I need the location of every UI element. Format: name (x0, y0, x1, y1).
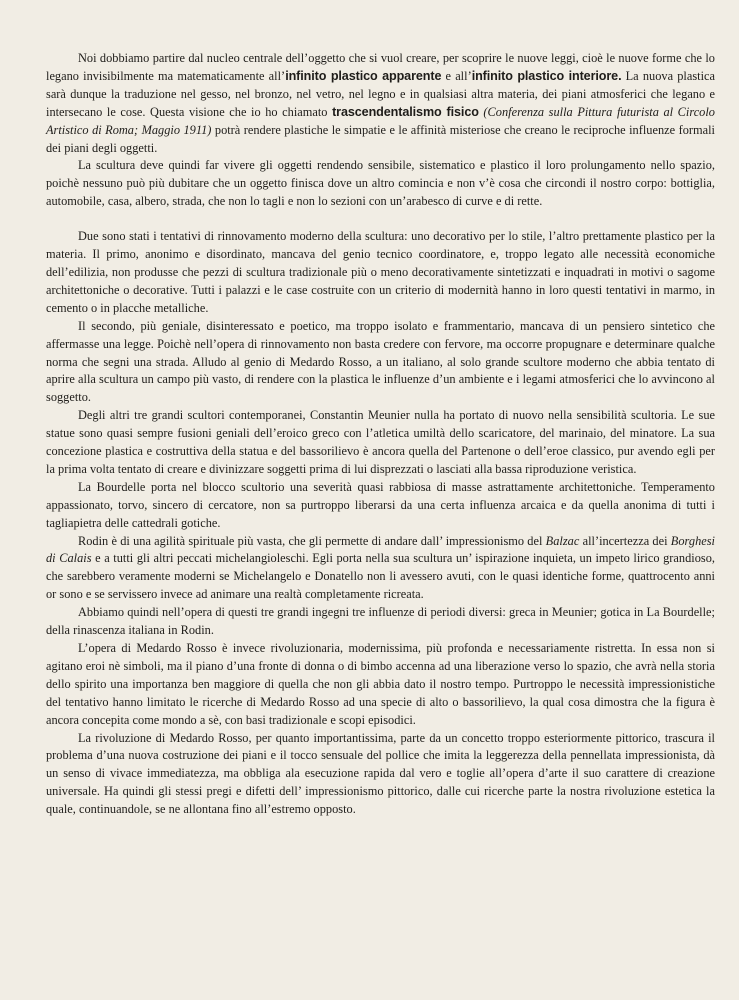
text-run: e all’ (441, 68, 472, 83)
para-medardo-rosso (46, 640, 715, 730)
text-run: L’opera di Medardo Rosso è invece rivoluzionaria, modernissima, più profonda e necessariamente ristretta. In essa non si agitano eroi nè simboli, ma il piano d’una fronte di donna o di bimbo accenna ad una liberazione verso lo spazio, che avrà nella storia dello spirito una importanza ben maggiore di quella che non gli abbia dato il nostro tempo. Purtroppo le necessità impressionistiche del tentativo hanno limitato le ricerche di Medardo Rosso ad una specie di alto o bassorilievo, la qual cosa dimostra che la figura è ancora concepita come mondo a sè, con basi tradizionale e scopi episodici. (46, 641, 715, 727)
text-run: Noi dobbiamo partire dal nucleo centrale dell’oggetto che si vuol creare, per scoprire le nuove leggi, cioè le nuove forme che lo legano invisibilmente ma matematicamente all’ (46, 51, 715, 83)
text-run: all’incertezza dei (579, 533, 671, 548)
text-run: e a tutti gli altri peccati michelangioleschi. Egli porta nella sua scultura un’ ispirazione inquieta, un impeto lirico grandioso, che sarebbero veramente moderni se Michelangelo e Donatello non li avessero avuti, con le quasi identiche forme, quattrocento anni or sono e se servissero invece ad animare una realtà completamente ricreata. (46, 551, 715, 602)
emphasized-term: infinito plastico apparente (285, 68, 442, 83)
para-rivoluzione (46, 730, 715, 820)
para-scultura-oggetti (46, 157, 715, 211)
text-run: potrà rendere plastiche le simpatie e le affinità misteriose che creano le reciproche influenze formali dei piani degli oggetti. (46, 122, 715, 155)
emphasized-term: trascendentalismo fisico (332, 104, 479, 119)
text-run: Il secondo, più geniale, disinteressato e poetico, ma troppo isolato e frammentario, mancava di un pensiero sintetico che affermasse una legge. Poichè nell’opera di rinnovamento non basta credere con fervore, ma occorre propugnare e determinare qualche norma che segni una strada. Alludo al genio di Medardo Rosso, a un italiano, al solo grande scultore moderno che abbia tentato di aprire alla scultura un campo più vasto, di rendere con la plastica le influenze d’un ambiente e i legami atmosferici che lo avvincono al soggetto. (46, 318, 715, 405)
para-tre-influenze (46, 604, 715, 640)
emphasized-term: infinito plastico interiore. (471, 68, 622, 83)
italic-reference: Balzac (545, 533, 580, 548)
italic-reference: (Conferenza sulla Pittura futurista al Circolo Artistico di Roma; Maggio 1911) (46, 104, 715, 137)
para-il-secondo (46, 318, 715, 408)
italic-reference: Borghesi di Calais (46, 533, 715, 566)
text-run: La rivoluzione di Medardo Rosso, per quanto importantissima, parte da un concetto troppo esteriormente pittorico, trascura il problema d’una nuova costruzione dei piani e il tocco sensuale del pollice che imita la leggerezza della pennellata impressionista, dà un senso di vivace immediatezza, ma obbliga ala esecuzione rapida dal vero e toglie all’opera d’arte il suo carattere di creazione universale. Ha quindi gli stessi pregi e difetti dell’ impressionismo pittorico, dalle cui ricerche parte la nostra rivoluzione estetica la quale, continuandole, se ne allontana fino all’estremo opposto. (46, 730, 715, 817)
text-run: Degli altri tre grandi scultori contemporanei, Constantin Meunier nulla ha portato di nuovo nella sensibilità scultoria. Le sue statue sono quasi sempre fusioni geniali dell’eroico greco con l’atletica umiltà dello scaricatore, del marinaio, del minatore. La sua concezione plastica e costruttiva della statua e del bassorilievo è ancora quella del Partenone o dell’eroe classico, pur avendo egli per la prima volta tentato di creare e divinizzare soggetti prima di lui disprezzati o lasciati alla bassa riproduzione veristica. (46, 408, 715, 476)
text-run: Rodin è di una agilità spirituale più vasta, che gli permette di andare dall’ impressionismo del (78, 533, 546, 548)
para-bourdelle (46, 479, 715, 533)
para-tentativi-rinnovamento (46, 228, 715, 318)
para-nucleo-centrale (46, 50, 715, 157)
text-run: La nuova plastica sarà dunque la traduzione nel gesso, nel bronzo, nel vetro, nel legno e in qualsiasi altra materia, dei piani atmosferici che legano e intersecano le cose. Questa visione che io ho chiamato (46, 68, 716, 119)
para-rodin (46, 533, 715, 605)
para-meunier (46, 407, 715, 479)
text-run: Due sono stati i tentativi di rinnovamento moderno della scultura: uno decorativo per lo stile, l’altro prettamente plastico per la materia. Il primo, anonimo e disordinato, mancava del genio tecnico coordinatore, e, troppo legato alle necessità economiche dell’edilizia, non produsse che pezzi di scultura tradizionale più o meno decorativamente sintetizzati e inquadrati in motivi o sagome architettoniche o decorative. Tutti i palazzi e le case costruite con un criterio di modernità hanno in loro questi tentativi in marmo, in cemento o in placche metalliche. (46, 229, 715, 315)
text-run: La Bourdelle porta nel blocco scultorio una severità quasi rabbiosa di masse astrattamente architettoniche. Temperamento appassionato, torvo, sincero di cercatore, non sa purtroppo liberarsi da una certa influenza arcaica e da quella anonima di tutti i tagliapietra delle cattedrali gotiche. (46, 479, 715, 530)
text-run: La scultura deve quindi far vivere gli oggetti rendendo sensibile, sistematico e plastico il loro prolungamento nello spazio, poichè nessuno può più dubitare che un oggetto finisca dove un altro comincia e non v’è cosa che circondi il nostro corpo: bottiglia, automobile, casa, albero, strada, che non lo tagli e non lo sezioni con un’arabesco di curve e di rette. (46, 158, 715, 209)
text-run: Abbiamo quindi nell’opera di questi tre grandi ingegni tre influenze di periodi diversi: greca in Meunier; gotica in La Bourdelle; della rinascenza italiana in Rodin. (46, 605, 715, 638)
